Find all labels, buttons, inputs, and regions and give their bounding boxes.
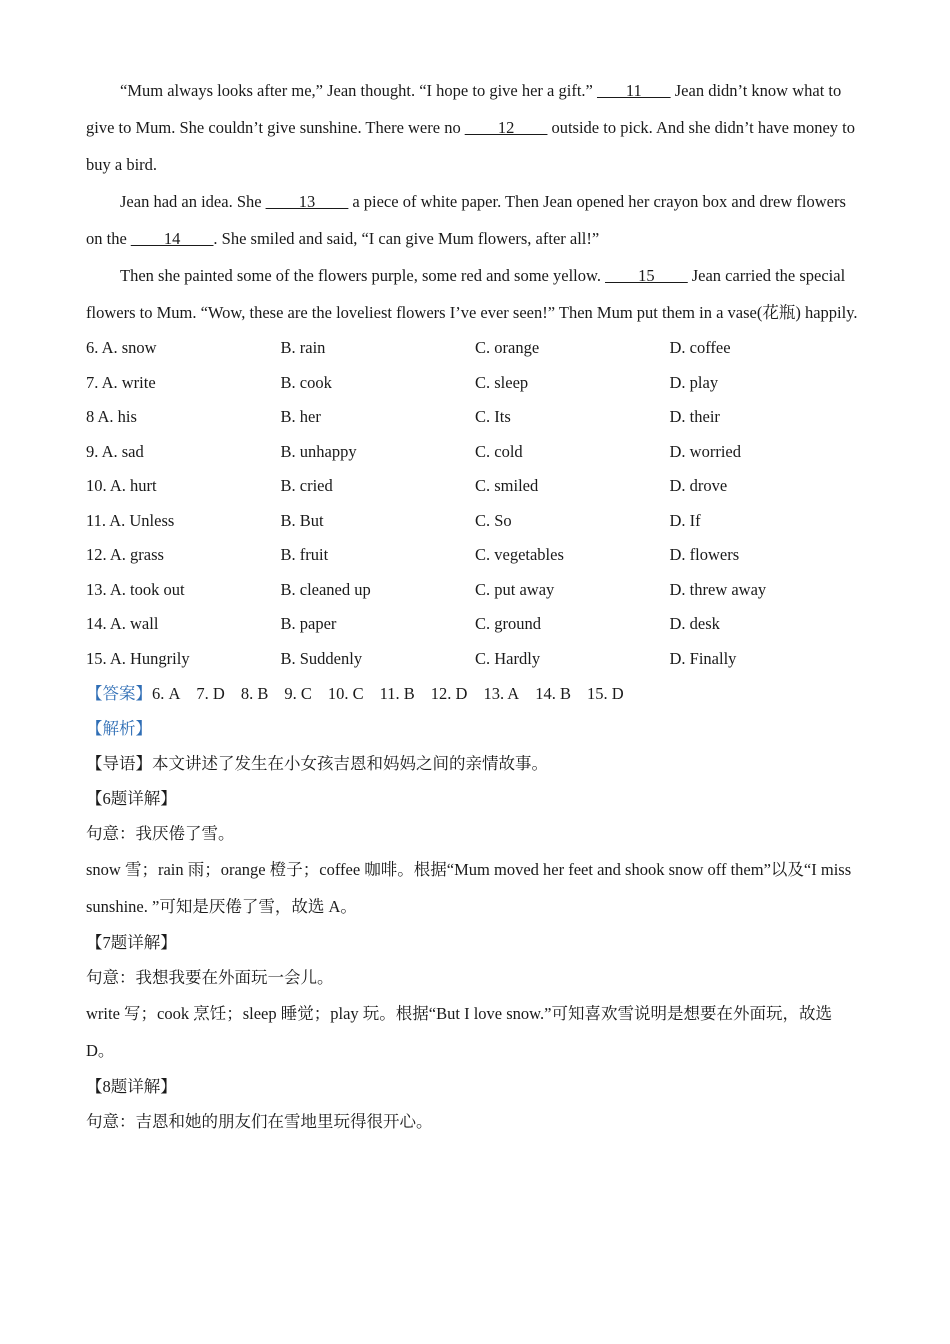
passage-text: Jean carried the special flowers to Mum. “Wow, these are the loveliest flowers I’ve ever seen!” Then Mum put them in a vase(花瓶) happily. [86, 266, 858, 322]
option-item: 7. A. write [86, 372, 156, 392]
option-item: D. coffee [669, 338, 731, 357]
option-item: B. paper [280, 614, 337, 633]
answer-item: 11. B [379, 684, 415, 703]
option-row [86, 469, 864, 504]
option-row [86, 400, 864, 435]
q7-meaning: 句意：我想我要在外面玩一会儿。 [86, 968, 334, 987]
option-item: 10. A. hurt [86, 476, 157, 495]
passage-text: Jean didn’t know what to give to Mum. She couldn’t give sunshine. There were no [86, 81, 842, 137]
q6-detail: snow 雪；rain 雨；orange 橙子；coffee 咖啡。根据“Mum moved her feet and shook snow off them”以及“I miss sunshine. ”可知是厌倦了雪，故选 A。 [86, 860, 852, 916]
passage-text: Then she painted some of the flowers purple, some red and some yellow. [120, 266, 606, 285]
passage-paragraph [86, 183, 864, 257]
option-item: D. drove [669, 476, 728, 495]
option-item: C. put away [475, 579, 555, 599]
option-row [86, 642, 864, 677]
answer-label: 【答案】 [86, 684, 152, 703]
q6-heading: 【6题详解】 [86, 789, 177, 808]
passage-text: “Mum always looks after me,” Jean thought. “I hope to give her a gift.” [120, 81, 597, 100]
option-item: B. cried [280, 476, 333, 495]
passage-text: . She smiled and said, “I can give Mum flowers, after all!” [213, 229, 600, 248]
cloze-blank: 11 [596, 81, 671, 100]
cloze-passage [86, 72, 864, 331]
option-item: B. unhappy [280, 441, 357, 461]
passage-paragraph [86, 72, 864, 183]
answer-item: 9. C [284, 684, 312, 703]
cloze-blank: ____15____ [605, 266, 688, 285]
option-row [86, 366, 864, 401]
answer-item: 14. B [535, 684, 571, 703]
option-item: D. play [669, 372, 719, 392]
answer-analysis [86, 676, 864, 1139]
option-item: B. cleaned up [280, 579, 371, 599]
option-item: 13. A. took out [86, 579, 185, 599]
option-item: D. If [669, 510, 701, 530]
analysis-label: 【解析】 [86, 719, 152, 738]
option-item: B. Suddenly [280, 648, 363, 668]
analysis-intro: 【导语】本文讲述了发生在小女孩吉恩和妈妈之间的亲情故事。 [86, 754, 548, 773]
answer-line [86, 676, 864, 711]
option-item: C. Its [475, 407, 511, 426]
page-content [86, 72, 864, 1139]
answer-item: 8. B [240, 684, 269, 703]
passage-text: outside to pick. And she didn’t have money to buy a bird. [86, 118, 855, 174]
option-item: D. Finally [669, 648, 737, 668]
cloze-blank: ____13____ [265, 192, 349, 211]
q7-heading: 【7题详解】 [86, 933, 177, 952]
option-item: C. So [475, 510, 512, 530]
option-row [86, 607, 864, 642]
option-row [86, 435, 864, 470]
option-item: 8 A. his [86, 407, 137, 426]
option-item: 9. A. sad [86, 441, 144, 461]
option-item: D. worried [669, 441, 741, 461]
option-item: C. Hardly [475, 648, 541, 668]
passage-text: a piece of white paper. Then Jean opened her crayon box and drew flowers on the [86, 192, 846, 248]
option-item: C. orange [475, 338, 540, 357]
option-item: 15. A. Hungrily [86, 648, 190, 668]
option-row [86, 538, 864, 573]
option-row [86, 504, 864, 539]
q7-detail: write 写；cook 烹饪；sleep 睡觉；play 玩。根据“But I love snow.”可知喜欢雪说明是想要在外面玩，故选 D。 [86, 1004, 832, 1060]
option-item: B. fruit [280, 545, 329, 564]
option-item: B. her [280, 407, 321, 426]
option-item: 14. A. wall [86, 614, 159, 633]
options-list [86, 331, 864, 676]
option-item: C. ground [475, 614, 541, 633]
option-item: 6. A. snow [86, 338, 157, 357]
option-item: C. sleep [475, 372, 529, 392]
option-item: B. rain [280, 338, 326, 357]
option-item: C. vegetables [475, 545, 564, 564]
option-row [86, 331, 864, 366]
answer-item: 7. D [196, 684, 225, 703]
q8-meaning: 句意：吉恩和她的朋友们在雪地里玩得很开心。 [86, 1112, 433, 1131]
passage-text: Jean had an idea. She [120, 192, 266, 211]
option-item: C. smiled [475, 476, 539, 495]
option-item: D. desk [669, 614, 720, 633]
answer-item: 15. D [587, 684, 624, 703]
answer-item: 6. A [152, 684, 181, 703]
option-item: D. their [669, 407, 720, 426]
option-row [86, 573, 864, 608]
option-item: B. cook [280, 372, 332, 392]
q6-meaning: 句意：我厌倦了雪。 [86, 824, 235, 843]
answer-item: 13. A [483, 684, 520, 703]
option-item: 11. A. Unless [86, 510, 175, 530]
passage-paragraph [86, 257, 864, 331]
option-item: C. cold [475, 441, 523, 461]
answer-item: 12. D [430, 684, 468, 703]
cloze-blank: ____12____ [464, 118, 548, 137]
option-item: B. But [280, 510, 324, 530]
q8-heading: 【8题详解】 [86, 1077, 177, 1096]
option-item: D. threw away [669, 579, 767, 599]
cloze-blank: ____14____ [130, 229, 214, 248]
option-item: 12. A. grass [86, 545, 164, 564]
answer-item: 10. C [327, 684, 364, 703]
option-item: D. flowers [669, 545, 740, 564]
answer-items [152, 684, 640, 703]
